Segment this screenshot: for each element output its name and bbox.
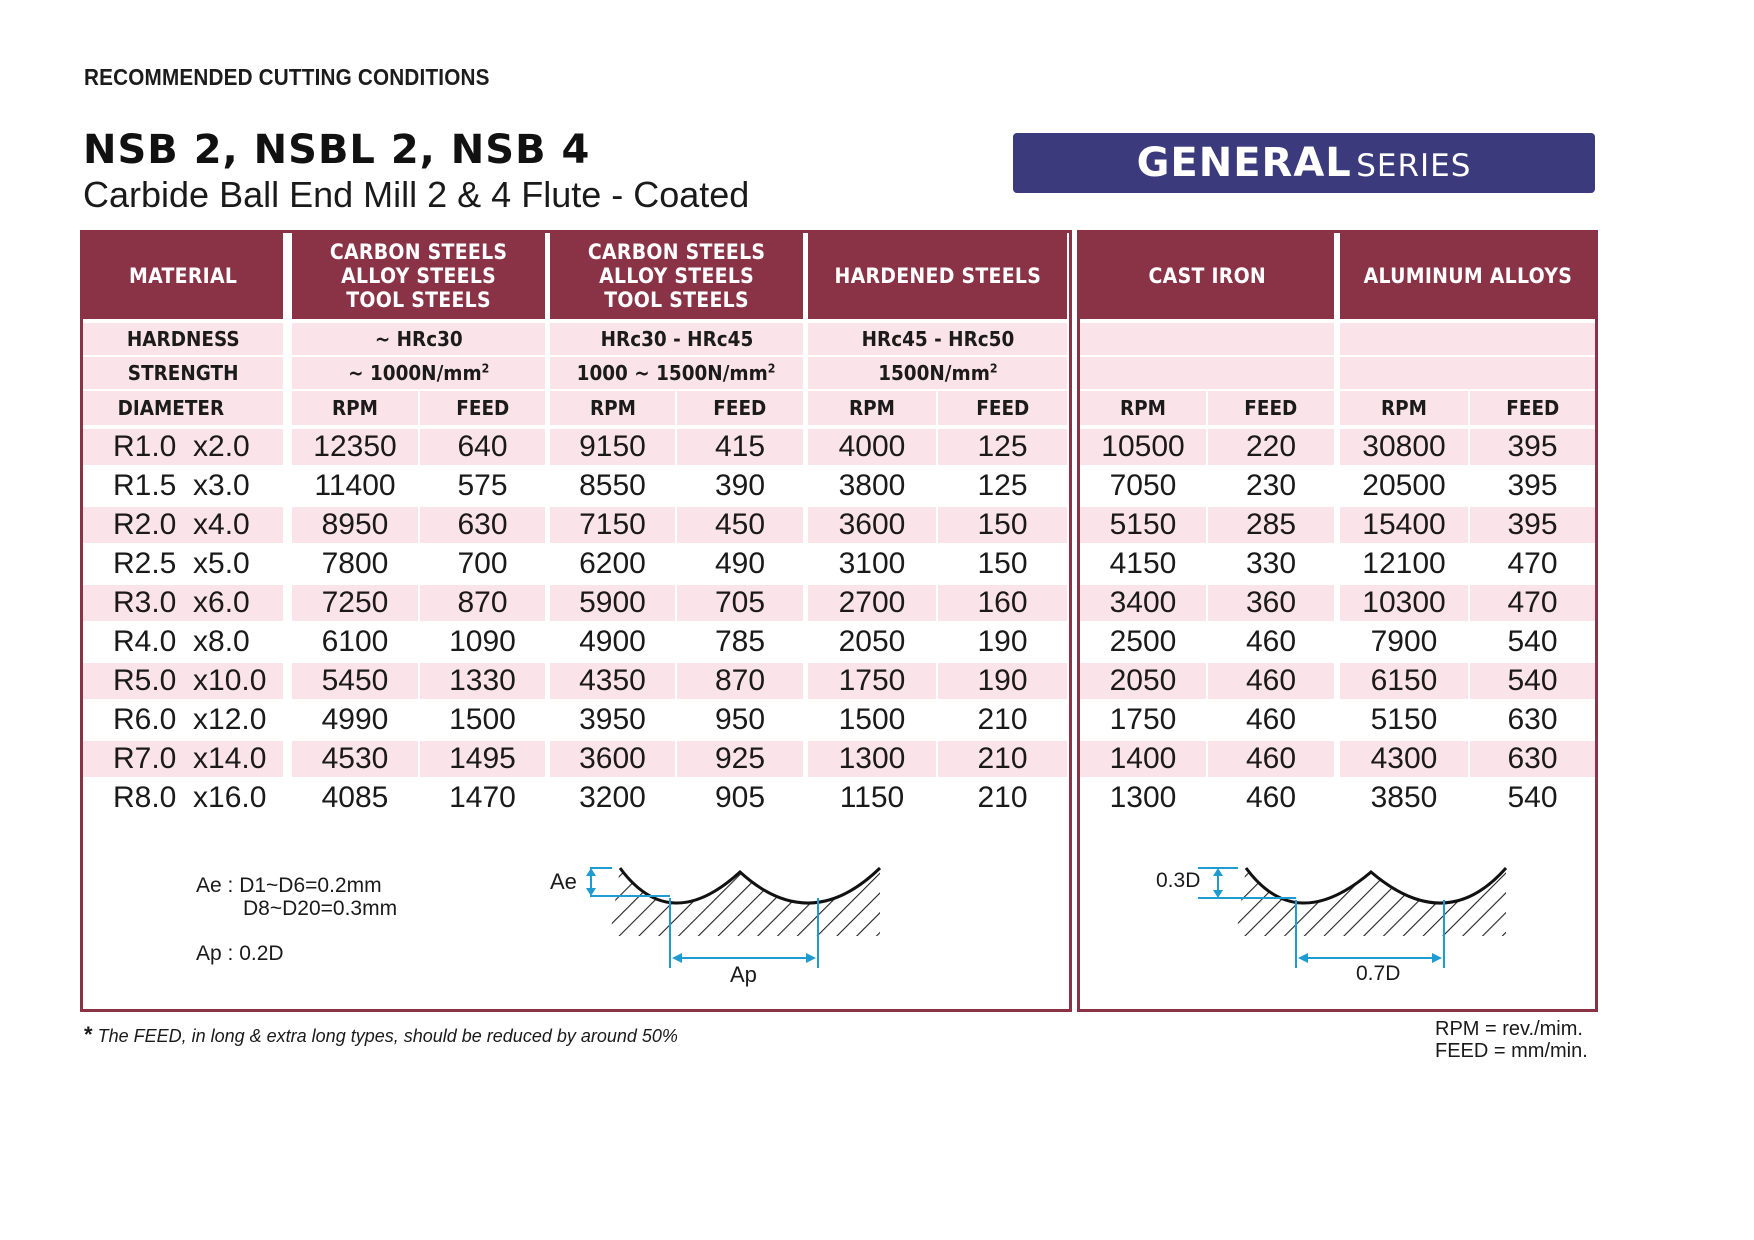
feed-cell: 190 [938,663,1067,699]
rpm-cell: 8550 [579,469,646,502]
rpm-cell: 2500 [1109,625,1177,658]
rpm-cell: 3800 [838,469,906,502]
header-material-group: ALUMINUM ALLOYS [1340,233,1595,319]
feed-cell: 575 [457,469,508,502]
diameter-cell: R4.0 x8.0 [113,625,250,658]
rpm-cell: 4530 [292,741,418,777]
rpm-cell: 2050 [838,625,906,658]
header-material-group: CARBON STEELS ALLOY STEELS TOOL STEELS [550,233,803,319]
rpm-cell: 4085 [321,781,389,814]
feed-cell: 360 [1208,585,1334,621]
feed-footnote [84,1022,678,1048]
ae-note-line1: Ae : D1~D6=0.2mm [196,874,382,897]
strength-value: 1000 ~ $1500N/mm^2$ [550,357,803,389]
rpm-cell: 7150 [550,507,675,543]
feed-cell: 700 [457,547,508,580]
rpm-cell: 2050 [1080,663,1206,699]
hardness-value [1340,323,1595,355]
rpm-cell: 1750 [808,663,936,699]
ball-mill-diagram-steels [540,856,890,986]
rpm-header: RPM [292,391,418,425]
rpm-cell: 20500 [1362,469,1446,502]
feed-cell: 925 [677,741,803,777]
rpm-header: RPM [550,391,675,425]
feed-cell: 870 [420,585,545,621]
rpm-cell: 2700 [808,585,936,621]
feed-cell: 390 [714,469,766,502]
feed-cell: 395 [1470,507,1595,543]
rpm-cell: 9150 [550,429,675,465]
feed-header: FEED [1470,391,1595,425]
feed-cell: 210 [938,741,1067,777]
feed-cell: 210 [977,781,1028,814]
feed-cell: 640 [420,429,545,465]
diameter-cell: R2.5 x5.0 [113,547,250,580]
rpm-cell: 7900 [1370,625,1438,658]
rpm-cell: 6150 [1340,663,1468,699]
diameter-cell: R6.0 x12.0 [113,703,267,736]
rpm-cell: 30800 [1340,429,1468,465]
strength-value: $1500N/mm^2$ [808,357,1067,389]
feed-cell: 190 [977,625,1028,658]
ball-mill-diagram-nonferrous [1146,856,1516,986]
feed-header: FEED [1208,391,1334,425]
feed-cell: 540 [1507,781,1558,814]
feed-cell: 460 [1245,703,1297,736]
feed-cell: 1330 [420,663,545,699]
feed-cell: 460 [1208,741,1334,777]
header-material-group: CARBON STEELS ALLOY STEELS TOOL STEELS [292,233,545,319]
strength-value [1080,357,1334,389]
feed-cell: 1090 [449,625,516,658]
rpm-cell: 5150 [1080,507,1206,543]
rpm-cell: 4350 [550,663,675,699]
units-legend [1435,1018,1588,1062]
feed-cell: 705 [677,585,803,621]
rpm-cell: 4000 [808,429,936,465]
rpm-cell: 3950 [579,703,646,736]
rpm-cell: 11400 [314,469,396,502]
diameter-cell: R7.0 x14.0 [83,741,283,777]
diameter-cell: R8.0 x16.0 [113,781,267,814]
hardness-value: ~ HRc30 [292,323,545,355]
diameter-cell: R5.0 x10.0 [83,663,283,699]
strength-value [1340,357,1595,389]
diameter-cell: R2.0 x4.0 [83,507,283,543]
rpm-cell: 3600 [550,741,675,777]
ap-note: Ap : 0.2D [196,942,284,965]
series-banner-sub: SERIES [1356,148,1472,184]
feed-cell: 630 [420,507,545,543]
feed-cell: 630 [1507,703,1558,736]
diagram-ae-label: Ae [550,869,577,894]
product-subtitle: Carbide Ball End Mill 2 & 4 Flute - Coated [83,174,750,215]
footnote-star: * [84,1022,93,1047]
rpm-cell: 3200 [579,781,646,814]
feed-unit: FEED = mm/min. [1435,1040,1588,1062]
rpm-cell: 10500 [1080,429,1206,465]
series-banner-main: GENERAL [1136,140,1352,186]
rpm-cell: 6200 [579,547,646,580]
header-material-group: HARDENED STEELS [808,233,1067,319]
feed-cell: 1500 [449,703,516,736]
product-title: NSB 2, NSBL 2, NSB 4 [83,127,591,173]
header-material-group: CAST IRON [1080,233,1334,319]
rpm-cell: 3850 [1370,781,1438,814]
feed-cell: 540 [1470,663,1595,699]
diameter-cell: R1.0 x2.0 [83,429,283,465]
series-banner [1013,133,1595,193]
feed-header: FEED [677,391,803,425]
rpm-cell: 7800 [321,547,389,580]
feed-cell: 220 [1208,429,1334,465]
feed-cell: 490 [714,547,766,580]
feed-cell: 1495 [420,741,545,777]
rpm-cell: 15400 [1340,507,1468,543]
rpm-cell: 7250 [292,585,418,621]
feed-cell: 460 [1208,663,1334,699]
feed-cell: 125 [938,429,1067,465]
rpm-cell: 5450 [292,663,418,699]
diagram-ap-label: Ap [730,962,757,987]
feed-cell: 150 [938,507,1067,543]
feed-cell: 230 [1245,469,1297,502]
feed-cell: 125 [977,469,1028,502]
rpm-header: RPM [1340,391,1468,425]
rpm-cell: 3600 [808,507,936,543]
rpm-cell: 10300 [1340,585,1468,621]
feed-cell: 470 [1507,547,1558,580]
feed-cell: 1470 [449,781,516,814]
footnote-text: The FEED, in long & extra long types, should be reduced by around 50% [97,1026,678,1046]
feed-cell: 460 [1245,625,1297,658]
rpm-cell: 1300 [808,741,936,777]
feed-cell: 150 [977,547,1028,580]
feed-cell: 160 [938,585,1067,621]
feed-cell: 415 [677,429,803,465]
feed-cell: 210 [977,703,1028,736]
feed-cell: 395 [1507,469,1558,502]
strength-value: ~ $1000N/mm^2$ [292,357,545,389]
rpm-cell: 3100 [838,547,906,580]
feed-cell: 785 [714,625,766,658]
feed-cell: 870 [677,663,803,699]
feed-cell: 470 [1470,585,1595,621]
rpm-cell: 4150 [1109,547,1177,580]
header-material: MATERIAL [83,233,283,319]
feed-cell: 330 [1245,547,1297,580]
rpm-cell: 1150 [839,781,905,814]
feed-cell: 460 [1245,781,1297,814]
hardness-value: HRc30 - HRc45 [550,323,803,355]
rpm-cell: 5900 [550,585,675,621]
feed-cell: 905 [714,781,766,814]
rpm-cell: 5150 [1370,703,1438,736]
rpm-unit: RPM = rev./mim. [1435,1018,1583,1040]
rpm-cell: 1300 [1109,781,1177,814]
rpm-cell: 7050 [1109,469,1177,502]
rpm-cell: 6100 [321,625,389,658]
rpm-cell: 4900 [579,625,646,658]
rpm-cell: 8950 [292,507,418,543]
rpm-cell: 1400 [1080,741,1206,777]
diameter-label: DIAMETER [83,391,283,425]
feed-cell: 450 [677,507,803,543]
rpm-cell: 12350 [292,429,418,465]
feed-cell: 950 [714,703,766,736]
feed-cell: 285 [1208,507,1334,543]
hardness-label: HARDNESS [83,323,283,355]
feed-cell: 540 [1507,625,1558,658]
diagram-width-label: 0.7D [1356,962,1401,985]
diameter-cell: R3.0 x6.0 [83,585,283,621]
rpm-cell: 4990 [321,703,389,736]
ae-note-line2: D8~D20=0.3mm [243,897,398,920]
diameter-cell: R1.5 x3.0 [113,469,250,502]
strength-label: STRENGTH [83,357,283,389]
rpm-cell: 1750 [1109,703,1177,736]
feed-header: FEED [420,391,545,425]
feed-header: FEED [938,391,1067,425]
rpm-cell: 1500 [838,703,906,736]
rpm-cell: 4300 [1340,741,1468,777]
rpm-header: RPM [808,391,936,425]
page-caption: RECOMMENDED CUTTING CONDITIONS [84,64,490,90]
rpm-cell: 3400 [1080,585,1206,621]
feed-cell: 630 [1470,741,1595,777]
hardness-value [1080,323,1334,355]
hardness-value: HRc45 - HRc50 [808,323,1067,355]
rpm-cell: 12100 [1362,547,1446,580]
feed-cell: 395 [1470,429,1595,465]
rpm-header: RPM [1080,391,1206,425]
diagram-depth-label: 0.3D [1156,869,1201,892]
